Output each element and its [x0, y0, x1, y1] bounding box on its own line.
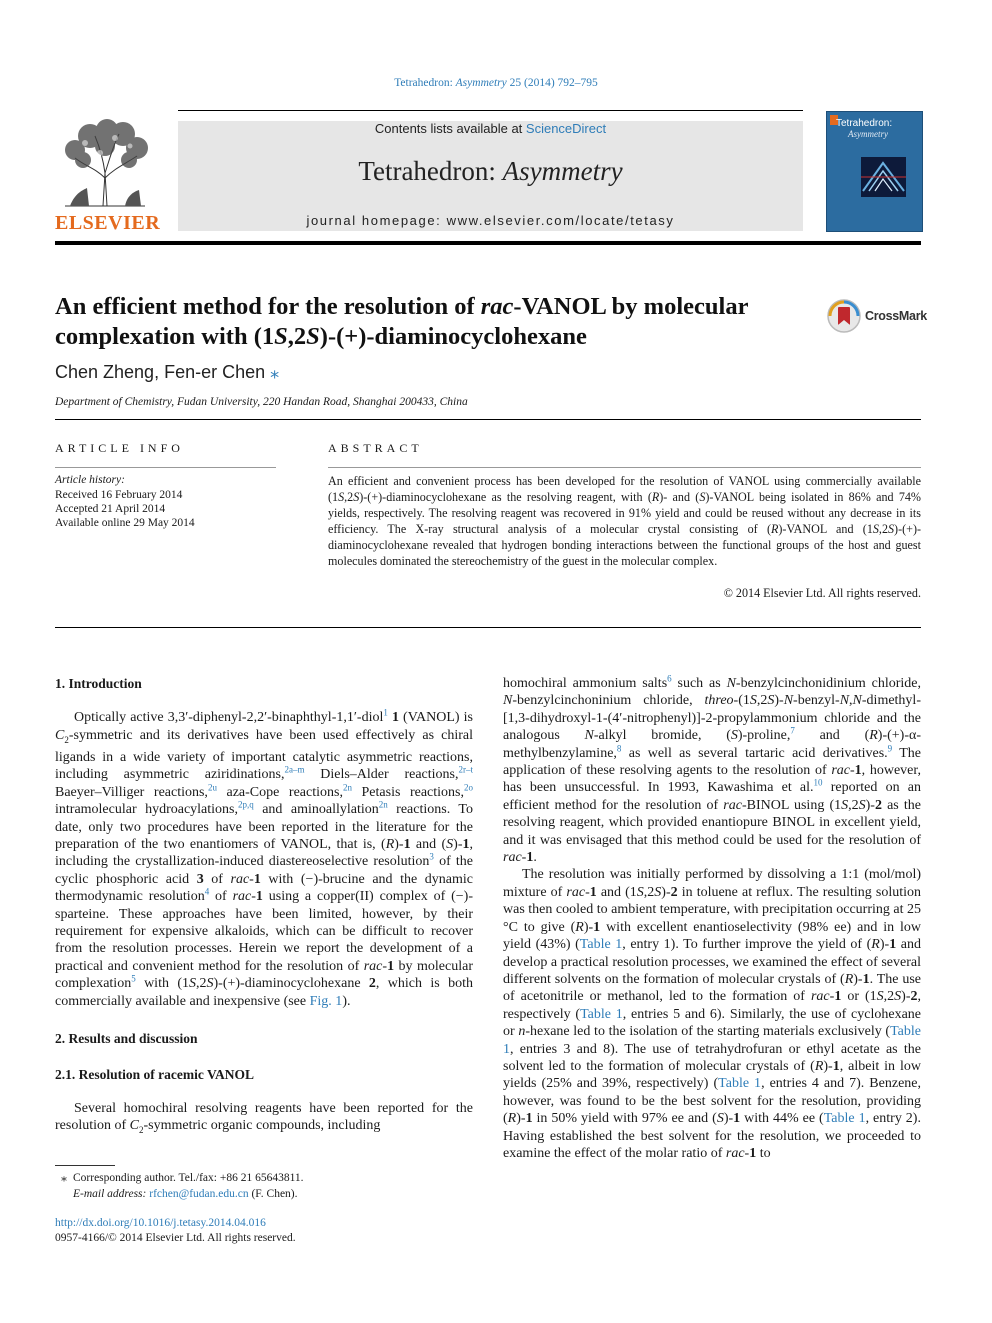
- resolution-paragraph: Several homochiral resolving reagents have been reported for the resolution of $C_2$-symmetric organic compounds, including: [55, 1100, 473, 1136]
- abstract-rule: [328, 467, 921, 468]
- crossmark-label[interactable]: CrossMark: [865, 309, 927, 323]
- footnote-rule: [55, 1165, 115, 1166]
- homepage-link[interactable]: www.elsevier.com/locate/tetasy: [446, 213, 675, 228]
- title-part-italic: rac: [480, 293, 514, 320]
- article-history-label: Article history:: [55, 474, 125, 486]
- elsevier-logo: [55, 118, 155, 208]
- corresponding-text: Corresponding author. Tel./fax: +86 21 65643811.: [73, 1172, 304, 1184]
- journal-homepage: [178, 213, 803, 228]
- title-part: ,2: [287, 323, 307, 350]
- top-rule: [178, 110, 803, 111]
- crossmark-icon: [826, 298, 862, 334]
- title-part-italic: S: [274, 323, 288, 350]
- received-date: Received 16 February 2014: [55, 489, 183, 501]
- title-part: complexation with (1: [55, 323, 275, 350]
- abstract-text: An efficient and convenient process has been developed for the resolution of VANOL using commercially available (1S,2S)-(+)-diaminocyclohexane as the resolving reagent, with (R)- and (S)-VANOL being isolated in 86% and 74% yields, respectively. The resolving reagent was recovered in 91% yield and could be reused without any decrease in its efficiency. The X-ray structural analysis of a molecular crystal consisting of (R)-VANOL and (1S,2S)-(+)-diaminocyclohexane revealed that hydrogen bonding interactions between the functional groups of the host and guest molecules dominated the stereochemistry of the guest in the molecular complex.: [328, 474, 922, 568]
- accepted-date: Accepted 21 April 2014: [55, 503, 166, 515]
- email-link[interactable]: rfchen@fudan.edu.cn: [149, 1188, 249, 1200]
- online-date: Available online 29 May 2014: [55, 517, 195, 529]
- cover-title: Tetrahedron:: [836, 118, 893, 129]
- journal-title-italic: Asymmetry: [502, 156, 623, 186]
- footnote-email: [73, 1186, 298, 1202]
- cover-graphic-icon: [861, 157, 906, 197]
- contents-prefix: Contents lists available at: [374, 121, 526, 136]
- title-part: -VANOL by molecular: [513, 293, 749, 320]
- section-heading-resolution: 2.1. Resolution of racemic VANOL: [55, 1066, 254, 1082]
- email-suffix: (F. Chen).: [248, 1188, 298, 1200]
- abstract-heading: ABSTRACT: [328, 441, 423, 455]
- cover-subtitle: Asymmetry: [848, 129, 888, 139]
- title-part: )-(+)-diaminocyclohexane: [319, 323, 587, 350]
- header-thick-rule: [55, 241, 921, 245]
- citation-journal-italic: Asymmetry: [455, 77, 507, 89]
- article-info-heading: ARTICLE INFO: [55, 441, 184, 455]
- right-paragraph-2: The resolution was initially performed by dissolving a 1:1 (mol/mol) mixture of rac-1 and (1S,2S)-2 in toluene at reflux. The resulting solution was then cooled to ambient temperature, with precipitation occurring at 25 °C to give (R)-1 with excellent enantioselectivity (98% ee) and in low yield (43%) (Table 1, entry 1). To further improve the yield of (R)-1 and develop a practical resolution processes, we examined the effect of several different solvents on the formation of molecular crystals of (R)-1. The use of acetonitrile or methanol, led to the formation of rac-1 or (1S,2S)-2, respectively (Table 1, entries 5 and 6). Similarly, the use of cyclohexane or n-hexane led to the isolation of the starting materials exclusively (Table 1, entries 3 and 8). The use of tetrahydrofuran or ethyl acetate as the solvent led to the formation of molecular crystals of (R)-1, albeit in low yields (25% and 39%, respectively) (Table 1, entries 4 and 7). Benzene, however, was found to be the best solvent for the resolution, providing (R)-1 in 50% yield with 97% ee and (S)-1 with 44% ee (Table 1, entry 2). Having established the best solvent for the resolution, we proceeded to examine the effect of the molar ratio of rac-1 to: [503, 867, 921, 1161]
- abstract-bottom-rule: [55, 627, 921, 628]
- journal-citation[interactable]: [0, 77, 992, 89]
- homepage-prefix: journal homepage:: [306, 213, 447, 228]
- author-list: [55, 362, 279, 383]
- right-column: [503, 675, 921, 1162]
- journal-title: [178, 156, 803, 187]
- publisher-name: ELSEVIER: [55, 212, 161, 234]
- abstract-copyright: © 2014 Elsevier Ltd. All rights reserved.: [723, 586, 921, 600]
- authors[interactable]: Chen Zheng, Fen-er Chen: [55, 362, 266, 382]
- affiliation: Department of Chemistry, Fudan University, 220 Handan Road, Shanghai 200433, China: [55, 396, 468, 408]
- affiliation-rule: [55, 419, 921, 420]
- left-column: [55, 675, 473, 1140]
- contents-line: [178, 121, 803, 136]
- elsevier-tree-icon: [55, 118, 155, 210]
- article-title: [55, 292, 815, 352]
- crossmark-badge[interactable]: [826, 298, 862, 334]
- cover-image: [861, 157, 906, 197]
- title-part: An efficient method for the resolution of: [55, 293, 481, 320]
- citation-volume: 25 (2014) 792–795: [506, 77, 598, 89]
- title-part-italic: S: [306, 323, 320, 350]
- sciencedirect-link[interactable]: ScienceDirect: [525, 121, 607, 136]
- citation-journal: Tetrahedron:: [394, 77, 456, 89]
- right-paragraph-1: homochiral ammonium salts$^6$ such as N-benzylcinchonidinium chloride, N-benzylcinchoninium chloride, threo-(1S,2S)-N-benzyl-N,N-dimethyl-[1,3-dihydroxyl-1-(4′-nitrophenyl)]-2-propylammonium chloride and the analogous N-alkyl bromide, (S)-proline,$^7$ and (R)-(+)-α-methylbenzylamine,$^8$ as well as several tartaric acid derivatives.$^9$ The application of these resolving agents to the resolution of rac-1, however, has been unsuccessful. In 1993, Kawashima et al.$^{10}$ reported on an efficient method for the resolution of rac-BINOL using (1S,2S)-2 as the resolving reagent, which provided enantiopure BINOL in excellent yield, and it was envisaged that this method could be used for the resolution of rac-1.: [503, 673, 922, 866]
- section-heading-results: 2. Results and discussion: [55, 1031, 198, 1047]
- issn-line: 0957-4166/© 2014 Elsevier Ltd. All rights reserved.: [55, 1232, 296, 1244]
- section-heading-introduction: 1. Introduction: [55, 676, 142, 691]
- doi-link[interactable]: http://dx.doi.org/10.1016/j.tetasy.2014.04.016: [55, 1217, 266, 1229]
- corresponding-author-mark[interactable]: ⁎: [270, 362, 280, 382]
- footnote-corresponding: ⁎ Corresponding author. Tel./fax: +86 21 65643811.: [61, 1172, 304, 1184]
- intro-paragraph: Optically active 3,3′-diphenyl-2,2′-binaphthyl-1,1′-diol$^1$ 1 (VANOL) is $C_2$-symmetric and its derivatives have been used effectively as chiral ligands in a wide variety of important catalytic asymmetric reactions, including asymmetric aziridinations,$^{2a-m}$ Diels–Alder reactions,$^{2r-t}$ Baeyer–Villiger reactions,$^{2u}$ aza-Cope reactions,$^{2n}$ Petasis reactions,$^{2o}$ intramolecular hydroacylations,$^{2p,q}$ and aminoallylation$^{2n}$ reactions. To date, only two procedures have been reported in the literature for the preparation of the two enantiomers of VANOL, that is, (R)-1 and (S)-1, including the crystallization-induced diastereoselective resolution$^3$ of the cyclic phosphoric acid 3 of rac-1 with (−)-brucine and the dynamic thermodynamic resolution$^4$ of rac-1 using a copper(II) complex of (−)-sparteine. These approaches have been limited, however, by their requirement for expensive alkaloids, which can be difficult to recover from the resolution processes. Herein we report the development of a practical and convenient method for the resolution of rac-1 by molecular complexation$^5$ with (1S,2S)-(+)-diaminocyclohexane 2, which is both commercially available and inexpensive (see Fig. 1).: [55, 707, 473, 1009]
- journal-title-main: Tetrahedron:: [358, 156, 503, 186]
- email-label: E-mail address:: [73, 1188, 150, 1200]
- article-info-rule: [55, 467, 276, 468]
